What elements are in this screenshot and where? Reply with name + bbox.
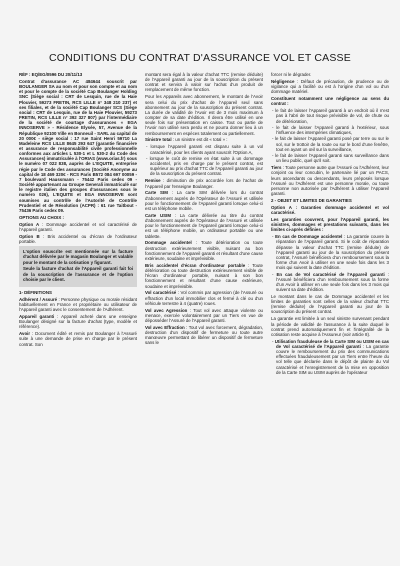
item-text: : La garantie couvre la réparation de l'Appareil garanti. Si le coût de réparation dépasse la valeur d'achat TTC (remise déduite) de l'Appareil garanti au jour de la souscription du présent contrat, l'Assuré bénéficiera d'un remboursement sous la forme d'un Avoir à utiliser en une seule fois dans les 3 mois qui suivent la date d'édition. xyxy=(276,234,389,271)
definition-label: Carte USIM xyxy=(145,212,171,218)
item-label: En cas de Dommage accidentel xyxy=(275,234,343,240)
definition-text: : Tout vol avec attaque violente ou menace, exercée volontairement par un Tiers en vue de déposséder l'Assuré de l'Appareil garanti. xyxy=(145,307,263,324)
definition-label: Bris accidentel d'écran d'ordinateur portable xyxy=(145,262,246,268)
definition-appareil xyxy=(19,314,137,329)
definition-label: Sinistre total xyxy=(145,137,172,143)
option-a xyxy=(19,222,137,232)
page-title: CONDITIONS DU CONTRAT D'ASSURANCE VOL ET CASSE xyxy=(49,52,351,64)
guarantee-single-claim: La garantie est limitée à un seul sinistre survenant pendant la période de validité de l'assurance à la suite duquel le contrat prend automatiquement fin et l'intégralité de la cotisation reste acquise à l'Assureur (voir article 8). xyxy=(271,316,389,337)
definition-vol-caracterise xyxy=(145,290,263,305)
list-item: - lorsque l'Appareil garanti est disparu suite à un vol caractérisé, pour les clients ayant souscrit l'Option A, xyxy=(150,144,263,154)
definition-label: Vol caractérisé xyxy=(145,290,177,296)
definition-label: Appareil garanti xyxy=(19,313,55,319)
definition-text: : La carte délivrée au titre du contrat d'abonnement auprès de l'Opérateur de l'Assuré et utilisée pour le fonctionnement de l'Appareil garanti lorsque celui-ci est un téléphone mobile, un ordinateur portable ou une tablette. xyxy=(145,212,263,239)
definition-text: : Document édité et remis par Boulanger à l'Assuré suite à une demande de prise en charge par le présent contrat. Son xyxy=(19,331,137,347)
definition-label: Tiers xyxy=(271,165,282,171)
definition-label: Vol avec Agression xyxy=(145,307,188,313)
list-item: - le fait de laisser l'Appareil garanti sans surveillance dans un lieu public, quel qu'il soit. xyxy=(276,153,389,163)
definition-carte-sim xyxy=(145,190,263,211)
item-text: : l'Assuré bénéficiera d'un remboursement sous la forme d'un Avoir à utiliser en une seule fois dans les 3 mois qui suivent sa date d'édition. xyxy=(276,271,389,293)
definition-label: Dommage accidentel xyxy=(145,240,192,246)
notice-option: L'option souscrite est mentionnée sur la facture d'achat délivrée par le magasin Boulanger et valable pour le montant de la cotisation y figurant. xyxy=(23,249,133,265)
list-item: - le fait de laisser l'Appareil garanti posé par terre ou sur le sol, sur le trottoir de la route ou sur le bord d'une fenêtre, tout en ayant un œil sur la surveillance, xyxy=(276,136,389,151)
definition-avoir xyxy=(19,331,137,346)
definition-vol-agression xyxy=(145,308,263,323)
notice-invoice: Seule la facture d'achat de l'Appareil garanti fait foi de la souscription de l'assurance et de l'option choisie par le client. xyxy=(23,266,133,282)
definition-label: Avoir xyxy=(19,331,31,337)
definition-adherent xyxy=(19,297,137,312)
option-b-text: : Bris accidentel ou d'écran de l'ordinateur portable. xyxy=(19,233,137,245)
option-a-label: Option A xyxy=(19,221,40,227)
option-b-label: Option B xyxy=(19,233,40,239)
definition-label: Négligence xyxy=(271,78,295,84)
definition-bris-ecran xyxy=(145,263,263,289)
list-item: - le fait de laisser l'Appareil garanti à un endroit où il n'est pas à l'abri de tout risque prévisible de vol, de chute ou de détérioration, xyxy=(276,108,389,123)
reference: RÉF : EQ/EG/0596 DU 20/11/13 xyxy=(19,72,83,77)
effraction-continued: forcer ni le dégrader. xyxy=(271,72,312,77)
guarantees-heading: 2 - OBJET ET LIMITES DE GARANTIES xyxy=(271,197,352,203)
column-1 xyxy=(19,72,137,558)
definition-text: : un sinistre est dit « total » : xyxy=(171,137,228,143)
guarantee-limit: Le montant dans le cas de Dommage accidentel et les limites de garanties sont celles de la valeur d'achat TTC (remise déduite) de l'Appareil garanti au jour de la souscription du présent contrat. xyxy=(271,294,389,315)
definition-text: : Tout vol avec forcement, dégradation, destruction d'un dispositif de fermeture ou toute autre manœuvre permettant de libérer un dispositif de fermeture sans le xyxy=(145,324,263,346)
column-3 xyxy=(271,72,389,558)
definition-sinistre-total xyxy=(145,137,263,142)
avoir-subscription: Pour les Appareils avec abonnement, le montant de l'Avoir sera celui du prix d'achat de l'Appareil seul sans abonnement au jour de la souscription du présent contrat. La durée de validité de l'Avoir est de 3 mois maximum à compter de sa date d'édition. Il devra être utilisé en une seule fois sur présentation en caisse. Tout ou partie de l'Avoir non utilisé sera perdu et ne pourra donner lieu à un remboursement en espèces totalement ou partiellement. xyxy=(145,94,263,136)
avoir-amount: montant sera égal à la valeur d'achat TTC (remise déduite) de l'Appareil garanti au jour de la souscription du présent contrat et servira à valoir sur l'achat d'un produit de remplacement de même fonction. xyxy=(145,72,263,93)
fraud-list xyxy=(271,339,389,375)
guarantees-intro: Les garanties couvrent, pour l'Appareil garanti, les sinistres, dommages et prestations suivants, dans les limites ci-après définies : xyxy=(271,217,389,233)
text-columns xyxy=(19,72,389,558)
definition-label: Carte SIM xyxy=(145,190,168,196)
definition-label: Remise xyxy=(145,178,161,184)
definition-text: : Toute personne autre que l'Assuré ou l'Adhérent, leur conjoint ou leur concubin, le partenaire lié par un PACS, leurs ascendants ou descendants, leurs préposés lorsque l'Assuré ou l'Adhérent est une personne morale, ou toute personne non autorisée par l'Adhérent à utiliser l'Appareil garanti. xyxy=(271,165,389,197)
item-label: Utilisation frauduleuse de la Carte SIM ou USIM en cas de Vol caractérisé de l'Appareil garanti xyxy=(274,338,389,350)
item-label: En cas de Vol caractérisé de l'Appareil garanti xyxy=(276,271,385,277)
definition-label: Vol avec Effraction xyxy=(145,324,185,330)
item-text: : La garantie couvre le remboursement du prix des communications effectuées frauduleusement par un Tiers entre l'heure du vol telle que déclarée dans le dépôt de plainte du Vol caractérisé et l'enregistrement de la mise en opposition de la Carte SIM ou USIM auprès de l'opérateur xyxy=(276,344,389,375)
list-item xyxy=(276,234,389,270)
contract-intro: Contrat d'assurance AC 484644 souscrit par BOULANGER SA au nom et pour son compte et au nom et pour le compte de la société Cap Boulanger Holding SNC (Siège social : CRT de Lesquin, rue de la Haie Plouvier, 59273 FRETIN, RCS LILLE n° 348 210 237) et ses filiales, et de la société Cap Boulanger SCS (Siège social : CRT de Lesquin, rue de la Haie Plouvier, 59273 FRETIN, RCS LILLE n° 392 327 807) par l'intermédiaire de la société de courtage d'assurances « EGA INNOSERVE » - Résidence Elysée, 57, Avenue de la République 92100 Ville en Bonneuil - SARL au capital de 20 000€ - siège social : 17 rue Saint Henri 59710 La Madeleine RCS LILLE 8645 293 647 (garantie financière et assurance de responsabilité civile professionnelle conformes aux articles L 530-1 et L 530-2 du Code des Assurances) immatriculée à l'ORIAS (www.orias.fr) sous le numéro 07 022 838, auprès de L'EQUITE, entreprise régie par le Code des assurances (Société Anonyme au capital de 18 469 320€ - RCS Paris B572 084 697 00059 - 7 boulevard Haussmann - 75442 Paris cedex 09 - Société appartenant au Groupe Generali immatriculé sur le registre italien des groupes d'assurances sous le numéro 026), L'EQUITE et EGA INNOSERVE sont soumises au contrôle de l'Autorité de Contrôle Prudentiel et de Résolution (ACPR) : 61 rue Taitbout - 75436 Paris cedex 09. xyxy=(19,78,137,213)
option-notice-box xyxy=(19,246,137,287)
option-a-text: : Dommage accidentel et vol caractérisé de l'Appareil garanti. xyxy=(19,221,137,232)
guarantees-list xyxy=(271,234,389,292)
definition-text: : Défaut de précaution, de prudence ou de vigilance qui a facilité ou est à l'origine d'un vol ou d'un dommage matériel. xyxy=(271,78,389,95)
definition-vol-effraction xyxy=(145,325,263,346)
definition-text: : Personne physique ou morale résidant habituellement en France et propriétaire ou utilisateur de l'Appareil garanti avec le consentement de l'Adhérent. xyxy=(19,296,137,312)
list-item: - le fait de laisser l'Appareil garanti à l'extérieur, sous l'influence des intempéries climatiques, xyxy=(276,125,389,135)
sinistre-list xyxy=(145,144,263,176)
list-item: - lorsque le coût de remise en état suite à un dommage accidentel, pris en charge par le présent contrat, est supérieur au prix d'achat TTC de l'Appareil garanti au jour de la souscription du présent contrat. xyxy=(150,156,263,177)
option-b xyxy=(19,234,137,244)
definition-text: : Toute détérioration ou toute destruction extérieurement visible de l'écran d'ordinateur portable, nuisant à son bon fonctionnement et résultant d'une cause extérieure, soudaine et imprévisible. xyxy=(145,262,263,289)
column-2 xyxy=(145,72,263,558)
definition-text: : Toute détérioration ou toute destruction extérieurement visible, nuisant au bon fonctionnement de l'Appareil garanti et résultant d'une cause extérieure, soudaine et imprévisible. xyxy=(145,240,263,261)
negligence-intro: Constituent notamment une négligence au sens du contrat : xyxy=(271,96,389,107)
definition-remise xyxy=(145,178,263,188)
negligence-list xyxy=(271,108,389,163)
definition-carte-usim xyxy=(145,213,263,239)
definition-dommage xyxy=(145,240,263,261)
definition-label: Adhérent / Assuré xyxy=(19,296,58,302)
list-item xyxy=(276,339,389,375)
options-heading: OPTIONS AU CHOIX : xyxy=(19,214,64,220)
definition-text: : La carte SIM délivrée lors du contrat d'abonnement auprès de l'Opérateur de l'Assuré et utilisée pour le fonctionnement de l'Appareil garanti lorsque celui-ci est un téléphone mobile. xyxy=(145,190,263,211)
definition-text: : diminution de prix accordée lors de l'achat de l'Appareil par l'enseigne Boulanger. xyxy=(145,178,263,189)
definition-tiers xyxy=(271,165,389,196)
list-item xyxy=(276,272,389,293)
definition-text: : Appareil acheté dans une enseigne Boulanger désigné sur la facture d'achat (type, modèle et référence). xyxy=(19,313,137,330)
option-a-heading: Option A : Garanties dommage accidentel et vol caractérisé. xyxy=(271,204,389,216)
definitions-heading: 1- DÉFINITIONS xyxy=(19,289,52,295)
definition-text: : Vol commis par agression (de l'Assuré ou effraction d'un local immobilier clos et fermé à clé ou d'un véhicule terrestre à 4 (quatre) roues. xyxy=(145,290,263,306)
definition-negligence xyxy=(271,79,389,94)
